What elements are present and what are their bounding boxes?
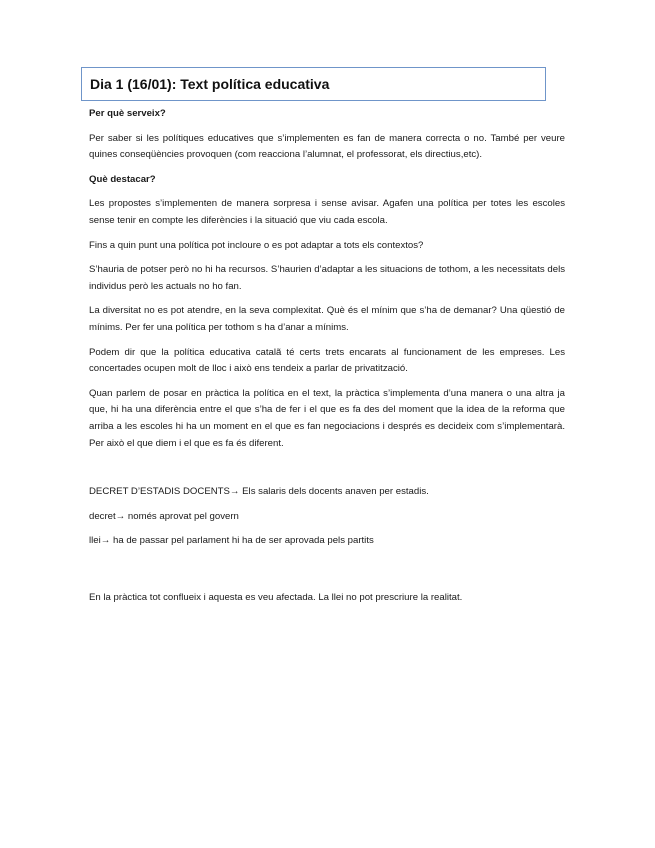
definition-llei: llei→ ha de passar pel parlament hi ha de ser aprovada pels partits bbox=[89, 535, 374, 547]
page-title: Dia 1 (16/01): Text política educativa bbox=[81, 67, 546, 101]
paragraph-diversity: La diversitat no es pot atendre, en la seva complexitat. Què és el mínim que s’ha de demanar? Una qüestió de mínims. Per fer una política per tothom s ha d’anar a mínims. bbox=[89, 305, 565, 333]
paragraph-resources: S’hauria de potser però no hi ha recursos. S’haurien d’adaptar a les situacions de tothom, a les necessitats dels individus però les actuals no ho fan. bbox=[89, 264, 565, 292]
paragraph-purpose: Per saber si les polítiques educatives que s’implementen es fan de manera correcta o no. També per veure quines conseqüències provoquen (com reacciona l’alumnat, el professorat, els directius,etc). bbox=[89, 132, 565, 161]
paragraph-question-contexts: Fins a quin punt una política pot incloure o es pot adaptar a tots els contextos? bbox=[89, 239, 424, 251]
paragraph-conclusion: En la pràctica tot conflueix i aquesta es veu afectada. La llei no pot prescriure la realitat. bbox=[89, 591, 463, 603]
definition-decret-estadis: DECRET D’ESTADIS DOCENTS→ Els salaris dels docents anaven per estadis. bbox=[89, 486, 429, 498]
question-heading-highlight: Què destacar? bbox=[89, 173, 156, 185]
document-body bbox=[89, 106, 565, 614]
spacer bbox=[89, 558, 565, 590]
paragraph-proposals: Les propostes s’implementen de manera sorpresa i sense avisar. Agafen una política per totes les escoles sense tenir en compte les diferències i la situació que viu cada escola. bbox=[89, 198, 565, 226]
definition-decret: decret→ només aprovat pel govern bbox=[89, 510, 239, 522]
paragraph-practice: Quan parlem de posar en pràctica la política en el text, la pràctica s’implementa d’una manera o una altra ja que, hi ha una diferència entre el que s’ha de fer i el que es fa des del moment que la idea de la reforma que arriba a les escoles hi ha un moment en el que es fan negociacions i després es decideix com s’implementarà. Per això el que diem i el que es fa és diferent. bbox=[89, 387, 565, 449]
question-heading-purpose: Per què serveix? bbox=[89, 108, 166, 119]
spacer bbox=[89, 460, 565, 484]
paragraph-companies: Podem dir que la política educativa catalã té certs trets encarats al funcionament de les empreses. Les concertades ocupen molt de lloc i això ens tendeix a parlar de privatització. bbox=[89, 346, 565, 375]
